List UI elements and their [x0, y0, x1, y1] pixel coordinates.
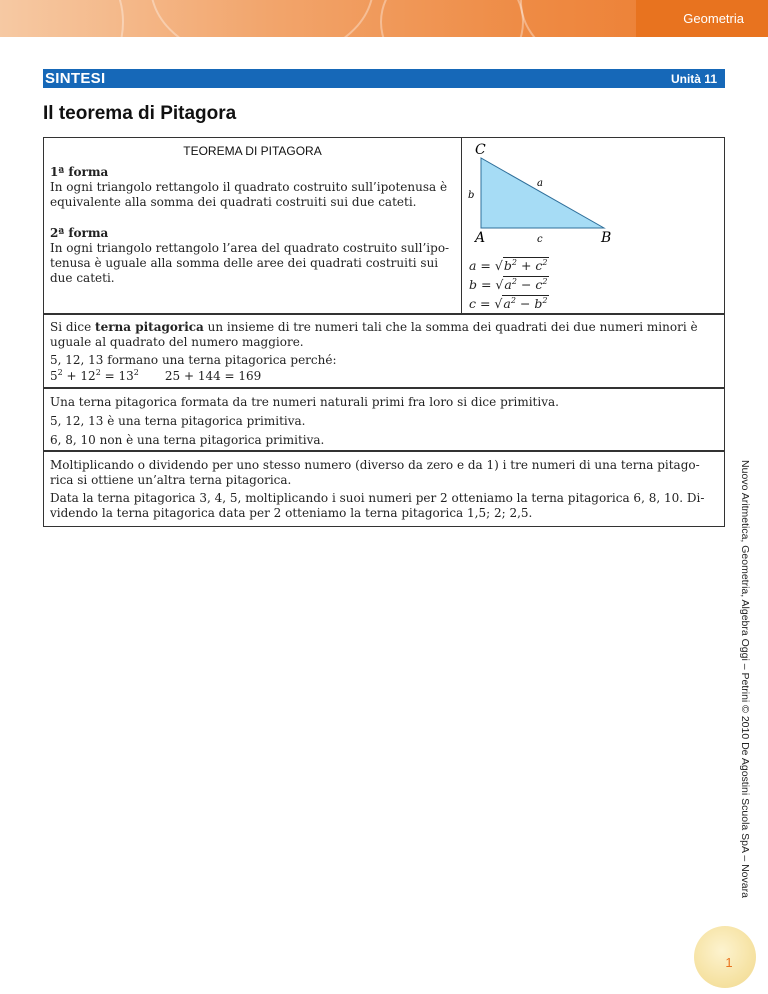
- example-equation: $5^2 + 12^2 = 13^2$ 25 + 144 = 169: [50, 368, 262, 383]
- form1-label: 1ª forma: [50, 165, 109, 179]
- example-line: 5, 12, 13 formano una terna pitagorica perché:: [50, 353, 337, 367]
- primitive-line: Una terna pitagorica formata da tre numeri naturali primi fra loro si dice primitiva.: [50, 395, 559, 409]
- multiples-line: videndo la terna pitagorica data per 2 otteniamo la terna pitagorica 1,5; 2; 2,5.: [50, 506, 533, 520]
- side-a-label: a: [537, 178, 543, 189]
- multiples-box: [43, 451, 725, 527]
- primitive-line: 5, 12, 13 è una terna pitagorica primitiva.: [50, 414, 306, 428]
- vertex-a-label: A: [475, 230, 486, 246]
- decor-swirl: [150, 0, 374, 37]
- decor-swirl: [0, 0, 124, 37]
- page-number: 1: [725, 954, 733, 970]
- form2-text-line: In ogni triangolo rettangolo l’area del quadrato costruito sull’ipo-: [50, 241, 450, 255]
- formula-b: $b = √a^2 - c^2$: [469, 276, 548, 292]
- form1-text-line: equivalente alla somma dei quadrati costruiti sui due cateti.: [50, 195, 417, 209]
- primitive-line: 6, 8, 10 non è una terna pitagorica primitiva.: [50, 433, 325, 447]
- vertex-c-label: C: [475, 142, 486, 158]
- form1-text-line: In ogni triangolo rettangolo il quadrato costruito sull’ipotenusa è: [50, 180, 448, 194]
- formula-a: $a = √b^2 + c^2$: [469, 257, 548, 273]
- header-banner: [0, 0, 768, 37]
- decor-swirl: [380, 0, 524, 37]
- multiples-line: Data la terna pitagorica 3, 4, 5, moltiplicando i suoi numeri per 2 otteniamo la terna pitagorica 6, 8, 10. Di-: [50, 491, 705, 505]
- page-title: Il teorema di Pitagora: [43, 103, 237, 124]
- multiples-line: rica si ottiene un’altra terna pitagorica.: [50, 473, 292, 487]
- sintesi-label: SINTESI: [45, 70, 106, 87]
- page-number-badge: [694, 926, 756, 988]
- form2-text-line: tenusa è uguale alla somma delle aree dei quadrati costruiti sui: [50, 256, 439, 270]
- form2-text-line: due cateti.: [50, 271, 115, 285]
- definition-line: Si dice terna pitagorica un insieme di tre numeri tali che la somma dei quadrati dei due numeri minori è: [50, 320, 698, 334]
- copyright-note: Nuovo Aritmetica, Geometria, Algebra Oggi – Petrini © 2010 De Agostini Scuola SpA – Novara: [739, 460, 751, 898]
- unit-label: Unità 11: [670, 71, 717, 86]
- theorem-title: TEOREMA DI PITAGORA: [183, 144, 322, 158]
- formula-list: [469, 256, 549, 313]
- primitive-box: [43, 388, 725, 451]
- theorem-box: [43, 137, 725, 314]
- section-label: Geometria: [636, 0, 768, 37]
- definition-box: [43, 314, 725, 388]
- sintesi-bar: [43, 69, 725, 88]
- multiples-line: Moltiplicando o dividendo per uno stesso numero (diverso da zero e da 1) i tre numeri di una terna pitago-: [50, 458, 700, 472]
- side-b-label: b: [468, 190, 475, 201]
- vertex-b-label: B: [601, 230, 612, 246]
- triangle-shape: [481, 158, 604, 228]
- form2-label: 2ª forma: [50, 226, 109, 240]
- side-c-label: c: [537, 234, 543, 245]
- term-highlight: terna pitagorica: [95, 320, 204, 334]
- formula-c: $c = √a^2 - b^2$: [469, 295, 548, 311]
- definition-line: uguale al quadrato del numero maggiore.: [50, 335, 304, 349]
- right-triangle-diagram: [462, 138, 726, 263]
